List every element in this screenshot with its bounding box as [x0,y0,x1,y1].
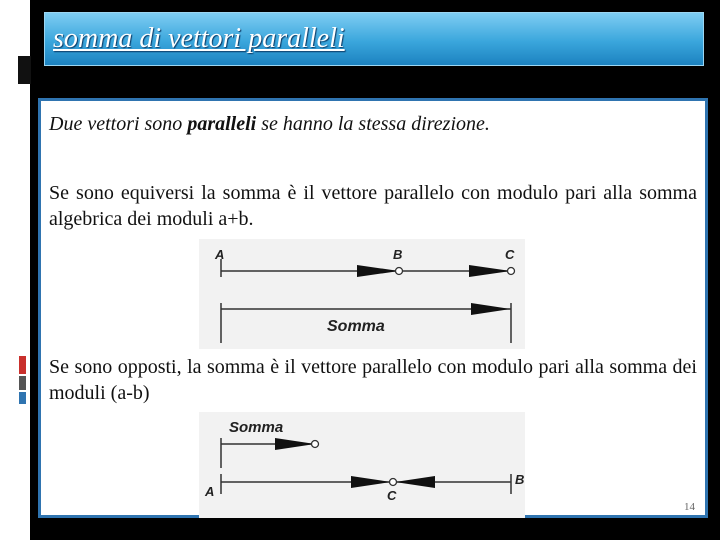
vector-a-arrowhead [357,265,399,277]
decorative-bar-gray [19,376,26,390]
figure-opposti [199,412,525,518]
sum-endpoint [312,441,319,448]
sum-arrowhead [275,438,315,450]
equiversi-paragraph: Se sono equiversi la somma è il vettore parallelo con modulo pari alla somma algebrica dei moduli a+b. [49,182,697,230]
label-a: A [215,247,225,262]
sum-arrowhead [471,303,511,315]
label-b: B [393,247,403,262]
vector-b-arrowhead [469,265,511,277]
point-c [390,479,397,486]
label-somma: Somma [229,419,284,436]
figure-equiversi [199,239,525,349]
label-somma: Somma [327,318,385,335]
page-number: 14 [684,501,695,513]
decorative-square [18,56,31,84]
intro-bold-word: paralleli [187,113,257,135]
label-b: B [515,472,525,487]
vector-a-arrowhead [351,476,391,488]
opposti-diagram [199,412,525,518]
content-box [38,98,708,518]
point-b [396,268,403,275]
equiversi-diagram [199,239,525,349]
vector-b-arrowhead [395,476,435,488]
intro-text-2: se hanno la stessa direzione. [256,113,490,135]
label-c: C [387,488,397,503]
label-c: C [505,247,515,262]
decorative-bar-red [19,356,26,374]
opposti-paragraph: Se sono opposti, la somma è il vettore parallelo con modulo pari alla somma dei moduli (a-b) [49,356,697,404]
intro-text-1: Due vettori sono [49,113,188,135]
point-c [508,268,515,275]
title-bar [44,12,704,66]
label-a: A [205,484,215,499]
decorative-bar-blue [19,392,26,404]
intro-paragraph [49,111,697,137]
slide-title: somma di vettori paralleli [53,23,345,54]
